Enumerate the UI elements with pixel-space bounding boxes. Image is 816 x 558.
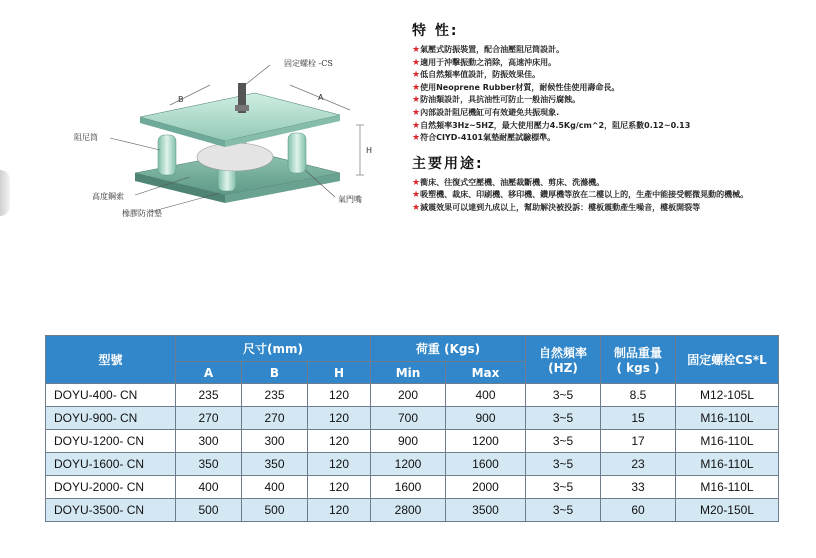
cell-weight: 8.5 [601,384,676,407]
table-row [46,430,779,453]
feature-item: ★自然頻率3Hz~5HZ，最大使用壓力4.5Kg/cm^2，阻尼系數0.12~0.13 [412,120,691,131]
cell-h: 120 [308,453,371,476]
cell-min: 1600 [371,476,446,499]
cell-a: 235 [176,384,242,407]
cell-h: 120 [308,407,371,430]
usage-item: ★減震效果可以達到九成以上，幫助解決被投訴：樓板震動產生噪音，樓板開裂等 [412,202,701,213]
star-icon: ★ [412,82,421,93]
cell-model: DOYU-1600- CN [46,453,176,476]
feature-item: ★適用于沖擊振動之消除，高速沖床用。 [412,57,557,68]
cell-freq: 3~5 [526,453,601,476]
usage-item: ★衝床、往復式空壓機、油壓裁斷機、剪床、洗滌機。 [412,177,605,188]
cell-min: 200 [371,384,446,407]
cell-model: DOYU-3500- CN [46,499,176,522]
table-row [46,407,779,430]
bolt-callout: 固定螺栓 -CS [284,59,333,68]
cell-a: 400 [176,476,242,499]
header-freq: 自然頻率 (HZ) [526,336,601,384]
header-a: A [176,362,242,384]
cell-freq: 3~5 [526,499,601,522]
cell-model: DOYU-900- CN [46,407,176,430]
cell-bolt: M16-110L [676,407,779,430]
table-row [46,453,779,476]
isolator-drawing [70,55,400,240]
cell-b: 235 [242,384,308,407]
cell-max: 3500 [446,499,526,522]
usage-item: ★吸塑機、裁床、印刷機、移印機、鑽厚機等放在二樓以上的，生產中能接受輕微晃動的機械。 [412,190,749,201]
feature-item: ★使用Neoprene Rubber材質，耐候性佳使用壽命長。 [412,82,620,93]
cell-min: 700 [371,407,446,430]
header-h: H [308,362,371,384]
cell-bolt: M16-110L [676,476,779,499]
dim-a-label: A [318,93,324,102]
header-load: 荷重 (Kgs) [371,336,526,362]
cell-b: 500 [242,499,308,522]
cell-max: 900 [446,407,526,430]
valve-callout: 氣門嘴 [338,195,362,204]
cell-b: 270 [242,407,308,430]
header-b: B [242,362,308,384]
star-icon: ★ [412,120,421,131]
cell-h: 120 [308,499,371,522]
cell-a: 270 [176,407,242,430]
feature-item: ★低自然頻率值設計，防振效果佳。 [412,70,541,81]
damper-callout: 阻尼筒 [74,133,98,142]
cell-h: 120 [308,476,371,499]
cell-b: 300 [242,430,308,453]
cell-h: 120 [308,430,371,453]
cell-min: 2800 [371,499,446,522]
cell-model: DOYU-400- CN [46,384,176,407]
cell-weight: 23 [601,453,676,476]
cell-h: 120 [308,384,371,407]
star-icon: ★ [412,177,421,188]
cell-b: 350 [242,453,308,476]
star-icon: ★ [412,70,421,81]
cell-max: 1200 [446,430,526,453]
cell-a: 350 [176,453,242,476]
features-section [412,20,807,215]
feature-item: ★符合CIYD-4101氣墊耐壓試驗標準。 [412,133,556,144]
cell-weight: 15 [601,407,676,430]
cell-bolt: M12-105L [676,384,779,407]
feature-item: ★內部設計阻尼機缸可有效避免共振現象. [412,107,560,118]
cell-min: 1200 [371,453,446,476]
cell-freq: 3~5 [526,384,601,407]
dim-h-label: H [366,146,373,155]
cell-bolt: M20-150L [676,499,779,522]
table-row [46,499,779,522]
spring-callout: 高度鋼索 [92,192,124,201]
features-title: 特 性: [412,23,459,39]
feature-item: ★氣壓式防振裝置，配合油壓阻尼筒設計。 [412,45,565,55]
spec-table [45,335,779,522]
spec-table-body [46,384,779,522]
cell-a: 300 [176,430,242,453]
cell-model: DOYU-2000- CN [46,476,176,499]
cell-freq: 3~5 [526,476,601,499]
header-bolt: 固定螺栓CS*L [676,336,779,384]
pad-callout: 橡膠防滑墊 [122,209,162,218]
usage-title: 主要用途: [412,155,484,172]
star-icon: ★ [412,133,421,144]
header-min: Min [371,362,446,384]
cell-model: DOYU-1200- CN [46,430,176,453]
header-model: 型號 [46,336,176,384]
feature-item: ★防油類設計，具抗油性可防止一般油污腐蝕。 [412,95,581,106]
header-size: 尺寸(mm) [176,336,371,362]
cell-a: 500 [176,499,242,522]
table-row [46,476,779,499]
table-row [46,384,779,407]
header-weight: 制品重量 ( kgs ) [601,336,676,384]
star-icon: ★ [412,190,421,201]
features-list [412,44,807,145]
cell-freq: 3~5 [526,407,601,430]
product-diagram [70,55,400,240]
cell-freq: 3~5 [526,430,601,453]
cell-weight: 33 [601,476,676,499]
star-icon: ★ [412,107,421,118]
cell-min: 900 [371,430,446,453]
cell-max: 2000 [446,476,526,499]
page-edge-shadow [0,170,10,216]
star-icon: ★ [412,95,421,106]
star-icon: ★ [412,202,421,213]
cell-bolt: M16-110L [676,453,779,476]
usage-list [412,177,807,215]
header-row [46,336,779,362]
cell-b: 400 [242,476,308,499]
header-max: Max [446,362,526,384]
cell-max: 400 [446,384,526,407]
star-icon: ★ [412,57,421,68]
cell-max: 1600 [446,453,526,476]
cell-bolt: M16-110L [676,430,779,453]
cell-weight: 60 [601,499,676,522]
cell-weight: 17 [601,430,676,453]
star-icon: ★ [412,45,421,55]
dim-b-label: B [178,95,184,104]
